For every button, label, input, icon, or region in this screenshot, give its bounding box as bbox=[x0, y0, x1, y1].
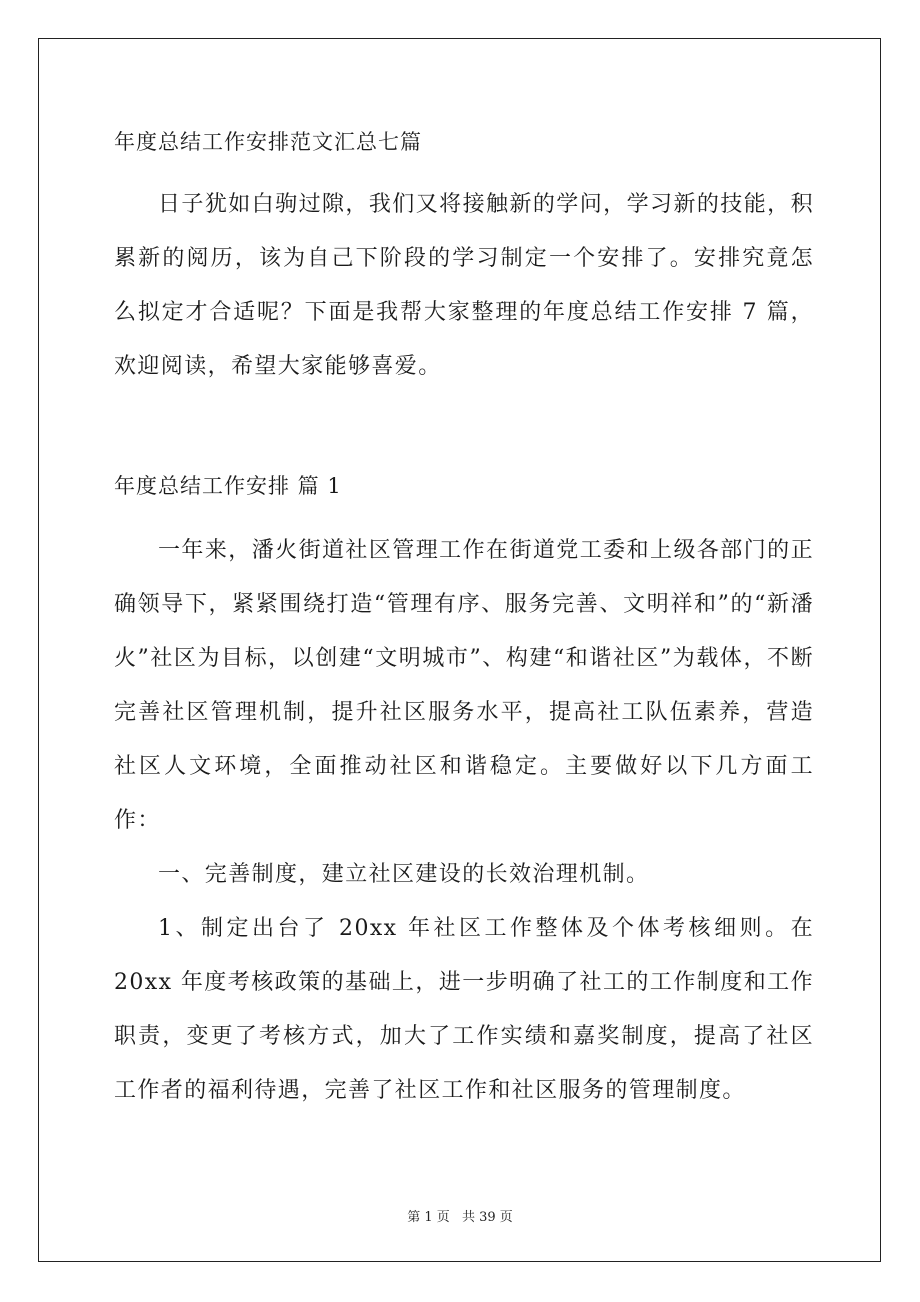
intro-paragraph: 日子犹如白驹过隙，我们又将接触新的学问，学习新的技能，积累新的阅历，该为自己下阶段的学习制定一个安排了。安排究竟怎么拟定才合适呢？下面是我帮大家整理的年度总结工作安排 7 篇，欢迎阅读，希望大家能够喜爱。 bbox=[114, 192, 814, 379]
section-paragraph: 一、完善制度，建立社区建设的长效治理机制。 bbox=[158, 862, 650, 887]
section-heading: 年度总结工作安排 篇 1 bbox=[114, 474, 342, 498]
page-footer bbox=[0, 1206, 920, 1225]
document-body bbox=[114, 120, 814, 1118]
page-total: 共 39 页 bbox=[461, 1210, 513, 1225]
page-number: 第 1 页 bbox=[407, 1210, 450, 1225]
section-paragraph: 1、制定出台了 20xx 年社区工作整体及个体考核细则。在 20xx 年度考核政策的基础上，进一步明确了社工的工作制度和工作职责，变更了考核方式，加大了工作实绩和嘉奖制度，提高了社区工作者的福利待遇，完善了社区工作和社区服务的管理制度。 bbox=[114, 916, 814, 1103]
document-title: 年度总结工作安排范文汇总七篇 bbox=[114, 130, 422, 154]
section-paragraph: 一年来，潘火街道社区管理工作在街道党工委和上级各部门的正确领导下，紧紧围绕打造“管理有序、服务完善、文明祥和”的“新潘火”社区为目标，以创建“文明城市”、构建“和谐社区”为载体，不断完善社区管理机制，提升社区服务水平，提高社工队伍素养，营造社区人文环境，全面推动社区和谐稳定。主要做好以下几方面工作： bbox=[114, 538, 814, 833]
